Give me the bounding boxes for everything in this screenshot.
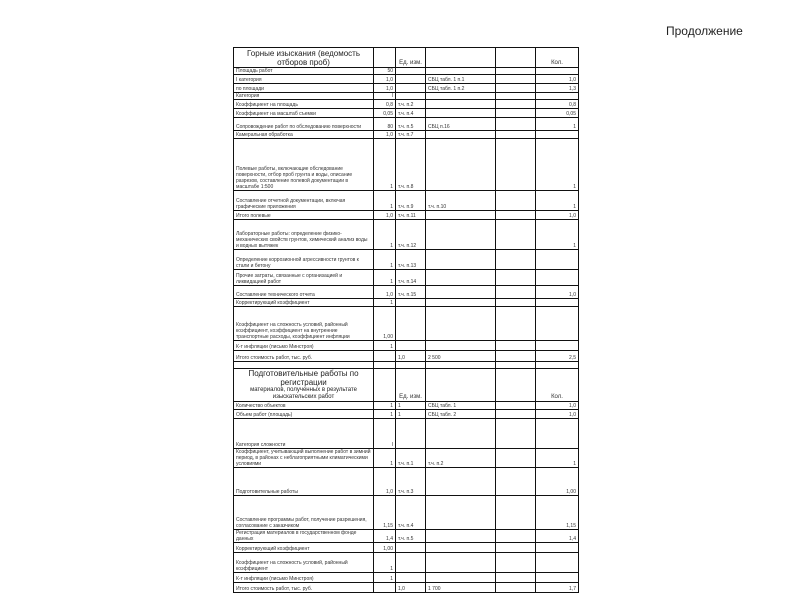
row-name: Камеральная обработка <box>234 131 374 139</box>
row-value: 1 <box>536 220 579 250</box>
row-name: К-т инфляции (письмо Минстроя) <box>234 341 374 351</box>
row-blank <box>496 410 536 419</box>
row-qty: 50 <box>374 68 396 75</box>
row-value: 2,5 <box>536 351 579 362</box>
row-source: СБЦ табл. 1 <box>426 402 496 410</box>
row-blank <box>496 530 536 543</box>
table-row <box>234 84 579 93</box>
row-unit: т.ч. п.8 <box>396 139 426 191</box>
row-blank <box>496 131 536 139</box>
row-value <box>536 250 579 270</box>
row-blank <box>496 139 536 191</box>
row-blank <box>496 341 536 351</box>
row-unit: 1 <box>396 402 426 410</box>
row-blank <box>496 307 536 341</box>
row-unit: т.ч. п.5 <box>396 118 426 131</box>
row-source <box>426 496 496 530</box>
table-row <box>234 449 579 468</box>
row-name: Составление программы работ, получение разрешения, согласование с заказчиком <box>234 496 374 530</box>
row-blank <box>496 75 536 84</box>
row-value <box>536 93 579 100</box>
section1-title: Горные изыскания (ведомость отборов проб) <box>234 48 374 68</box>
row-value <box>536 307 579 341</box>
table-row <box>234 553 579 573</box>
row-source <box>426 100 496 109</box>
section2-title-cell <box>234 369 374 402</box>
row-blank <box>496 543 536 553</box>
row-unit: т.ч. п.4 <box>396 109 426 118</box>
row-value <box>536 543 579 553</box>
row-value: 1,3 <box>536 84 579 93</box>
row-blank <box>496 553 536 573</box>
row-blank <box>496 351 536 362</box>
row-source <box>426 131 496 139</box>
row-value <box>536 270 579 286</box>
table-row <box>234 270 579 286</box>
row-name: Прочие затраты, связанные с организацией и ликвидацией работ <box>234 270 374 286</box>
row-source <box>426 543 496 553</box>
row-source <box>426 307 496 341</box>
table-row <box>234 468 579 496</box>
row-source <box>426 553 496 573</box>
row-source <box>426 220 496 250</box>
table-row <box>234 220 579 250</box>
row-name: Сопровождение работ по обследованию поверхности <box>234 118 374 131</box>
row-unit: т.ч. п.12 <box>396 220 426 250</box>
row-qty: 1 <box>374 220 396 250</box>
table-row <box>234 109 579 118</box>
section1-rows <box>234 68 579 362</box>
row-blank <box>496 109 536 118</box>
row-unit: 1,0 <box>396 351 426 362</box>
row-qty: 1 <box>374 299 396 307</box>
table-row <box>234 211 579 220</box>
row-name: Определение коррозионной агрессивности грунтов к стали и бетону <box>234 250 374 270</box>
row-blank <box>496 100 536 109</box>
row-blank <box>496 496 536 530</box>
section2-subtitle: материалов, полученных в результате изыскательских работ <box>250 387 357 400</box>
row-source <box>426 341 496 351</box>
table-row <box>234 139 579 191</box>
row-blank <box>496 286 536 299</box>
table-row <box>234 68 579 75</box>
row-qty: 1,00 <box>374 307 396 341</box>
row-unit: т.ч. п.13 <box>396 250 426 270</box>
row-blank <box>496 250 536 270</box>
table-row <box>234 410 579 419</box>
row-source: т.ч. п.2 <box>426 449 496 468</box>
row-unit: т.ч. п.5 <box>396 530 426 543</box>
table-row <box>234 573 579 583</box>
row-qty: 1 <box>374 410 396 419</box>
row-value <box>536 341 579 351</box>
row-value <box>536 553 579 573</box>
row-unit: т.ч. п.15 <box>396 286 426 299</box>
row-qty: 1,15 <box>374 496 396 530</box>
table-row <box>234 307 579 341</box>
row-qty: I <box>374 93 396 100</box>
row-name: Категория сложности <box>234 419 374 449</box>
row-blank <box>496 270 536 286</box>
table-row <box>234 543 579 553</box>
row-name: Корректирующий коэффициент <box>234 543 374 553</box>
section2-rows <box>234 402 579 593</box>
row-value: 1,0 <box>536 286 579 299</box>
row-blank <box>496 583 536 593</box>
row-unit <box>396 68 426 75</box>
row-name: Подготовительные работы <box>234 468 374 496</box>
row-name: по площади <box>234 84 374 93</box>
row-name: Объем работ (площадь) <box>234 410 374 419</box>
row-source <box>426 139 496 191</box>
row-name: Итого стоимость работ, тыс. руб. <box>234 351 374 362</box>
row-source: 1 700 <box>426 583 496 593</box>
estimate-sheet <box>233 47 578 592</box>
row-unit <box>396 75 426 84</box>
row-name: Корректирующий коэффициент <box>234 299 374 307</box>
row-name: Составление отчетной документации, включая графические приложения <box>234 191 374 211</box>
row-name: Составление технического отчета <box>234 286 374 299</box>
row-blank <box>496 118 536 131</box>
row-name: Коэффициент на сложность условий, районный коэффициент <box>234 553 374 573</box>
row-unit: т.ч. п.11 <box>396 211 426 220</box>
row-blank <box>496 68 536 75</box>
row-value: 1,0 <box>536 410 579 419</box>
table-row <box>234 131 579 139</box>
row-source <box>426 468 496 496</box>
row-blank <box>496 211 536 220</box>
section1-header <box>234 48 579 68</box>
table-row <box>234 118 579 131</box>
row-source <box>426 250 496 270</box>
row-source <box>426 93 496 100</box>
row-qty: 1 <box>374 250 396 270</box>
row-unit: 1 <box>396 410 426 419</box>
row-unit <box>396 419 426 449</box>
row-source: СБЦ табл. 1 п.2 <box>426 84 496 93</box>
table-row <box>234 402 579 410</box>
section2-col-unit: Ед. изм. <box>396 369 426 402</box>
row-unit <box>396 93 426 100</box>
row-value: 1,0 <box>536 211 579 220</box>
row-qty: 1,0 <box>374 468 396 496</box>
row-source <box>426 419 496 449</box>
row-value: 0,05 <box>536 109 579 118</box>
row-qty: 1,4 <box>374 530 396 543</box>
row-qty: 1 <box>374 402 396 410</box>
row-value <box>536 68 579 75</box>
row-blank <box>496 402 536 410</box>
row-name: Итого стоимость работ, тыс. руб. <box>234 583 374 593</box>
row-qty: 1,0 <box>374 131 396 139</box>
row-name: Итого полевые <box>234 211 374 220</box>
table-row <box>234 341 579 351</box>
row-value <box>536 131 579 139</box>
row-name: Количество объектов <box>234 402 374 410</box>
row-value: 1,15 <box>536 496 579 530</box>
row-unit: т.ч. п.2 <box>396 100 426 109</box>
table-row <box>234 419 579 449</box>
row-name: Коэффициент на площадь <box>234 100 374 109</box>
row-blank <box>496 573 536 583</box>
section2-header <box>234 369 579 402</box>
row-qty: 1 <box>374 270 396 286</box>
row-name: Категория <box>234 93 374 100</box>
row-name: Коэффициент на масштаб съемки <box>234 109 374 118</box>
row-qty: 1,0 <box>374 84 396 93</box>
table-row <box>234 191 579 211</box>
row-qty: 0,05 <box>374 109 396 118</box>
table-row <box>234 93 579 100</box>
row-unit: т.ч. п.14 <box>396 270 426 286</box>
row-blank <box>496 299 536 307</box>
row-source <box>426 211 496 220</box>
row-qty: 1,00 <box>374 543 396 553</box>
row-unit <box>396 307 426 341</box>
estimate-table <box>233 47 579 593</box>
row-blank <box>496 419 536 449</box>
row-unit: т.ч. п.4 <box>396 496 426 530</box>
row-qty: 80 <box>374 118 396 131</box>
row-unit <box>396 299 426 307</box>
continuation-label: Продолжение <box>666 24 743 38</box>
row-name: Коэффициент на сложность условий, районный коэффициент, коэффициент на внутренние транспортные расходы, коэффициент инфляции <box>234 307 374 341</box>
row-unit <box>396 543 426 553</box>
row-qty: 1 <box>374 449 396 468</box>
row-qty: 1 <box>374 341 396 351</box>
row-value <box>536 573 579 583</box>
row-source <box>426 286 496 299</box>
table-row <box>234 100 579 109</box>
row-blank <box>496 191 536 211</box>
row-unit <box>396 341 426 351</box>
row-blank <box>496 468 536 496</box>
row-name: Лабораторные работы: определение физико-механических свойств грунтов, химический анализ воды и водных вытяжек <box>234 220 374 250</box>
row-blank <box>496 220 536 250</box>
table-row <box>234 351 579 362</box>
section2-col-value: Кол. <box>536 369 579 402</box>
row-source: СБЦ табл. 2 <box>426 410 496 419</box>
row-blank <box>496 93 536 100</box>
row-qty <box>374 583 396 593</box>
row-name: Коэффициент, учитывающий выполнение работ в зимний период, в районах с неблагоприятными климатическими условиями <box>234 449 374 468</box>
row-qty: 1 <box>374 573 396 583</box>
row-value: 1,7 <box>536 583 579 593</box>
row-source: т.ч. п.10 <box>426 191 496 211</box>
row-value: 1 <box>536 118 579 131</box>
row-unit <box>396 84 426 93</box>
table-row <box>234 250 579 270</box>
row-name: Полевые работы, включающие обследование поверхности, отбор проб грунта и воды, описание разрезов, составление полевой документации в масштабе 1:500 <box>234 139 374 191</box>
row-unit: т.ч. п.1 <box>396 449 426 468</box>
row-qty: 1,0 <box>374 75 396 84</box>
section2-title: Подготовительные работы по регистрации <box>248 369 359 387</box>
table-row <box>234 496 579 530</box>
row-unit: т.ч. п.3 <box>396 468 426 496</box>
table-row <box>234 530 579 543</box>
row-name: К-т инфляции (письмо Минстроя) <box>234 573 374 583</box>
row-qty: 1,0 <box>374 286 396 299</box>
row-value: 1 <box>536 139 579 191</box>
row-source <box>426 270 496 286</box>
row-blank <box>496 84 536 93</box>
row-qty: 1 <box>374 139 396 191</box>
row-value: 1,4 <box>536 530 579 543</box>
row-name: Регистрация материалов в государственном фонде данных <box>234 530 374 543</box>
row-source <box>426 530 496 543</box>
section1-col-value: Кол. <box>536 48 579 68</box>
row-name: I категория <box>234 75 374 84</box>
row-unit: т.ч. п.9 <box>396 191 426 211</box>
row-value: 0,8 <box>536 100 579 109</box>
row-value: 1 <box>536 449 579 468</box>
row-value: 1,00 <box>536 468 579 496</box>
row-blank <box>496 449 536 468</box>
row-name: Площадь работ <box>234 68 374 75</box>
table-row <box>234 286 579 299</box>
row-source <box>426 68 496 75</box>
row-unit <box>396 573 426 583</box>
section-separator <box>234 362 579 369</box>
row-qty: 1,0 <box>374 211 396 220</box>
row-unit <box>396 553 426 573</box>
row-qty: I <box>374 419 396 449</box>
row-qty: 0,8 <box>374 100 396 109</box>
row-source: СБЦ п.16 <box>426 118 496 131</box>
row-source <box>426 109 496 118</box>
table-row <box>234 75 579 84</box>
row-value <box>536 299 579 307</box>
row-unit: т.ч. п.7 <box>396 131 426 139</box>
row-value: 1,0 <box>536 75 579 84</box>
row-qty <box>374 351 396 362</box>
row-qty: 1 <box>374 191 396 211</box>
row-source <box>426 573 496 583</box>
table-row <box>234 583 579 593</box>
row-source <box>426 299 496 307</box>
row-value <box>536 419 579 449</box>
row-unit: 1,0 <box>396 583 426 593</box>
row-source: СБЦ табл. 1 п.1 <box>426 75 496 84</box>
section1-col-unit: Ед. изм. <box>396 48 426 68</box>
row-value: 1 <box>536 191 579 211</box>
row-value: 1,0 <box>536 402 579 410</box>
row-source: 2 500 <box>426 351 496 362</box>
row-qty: 1 <box>374 553 396 573</box>
table-row <box>234 299 579 307</box>
